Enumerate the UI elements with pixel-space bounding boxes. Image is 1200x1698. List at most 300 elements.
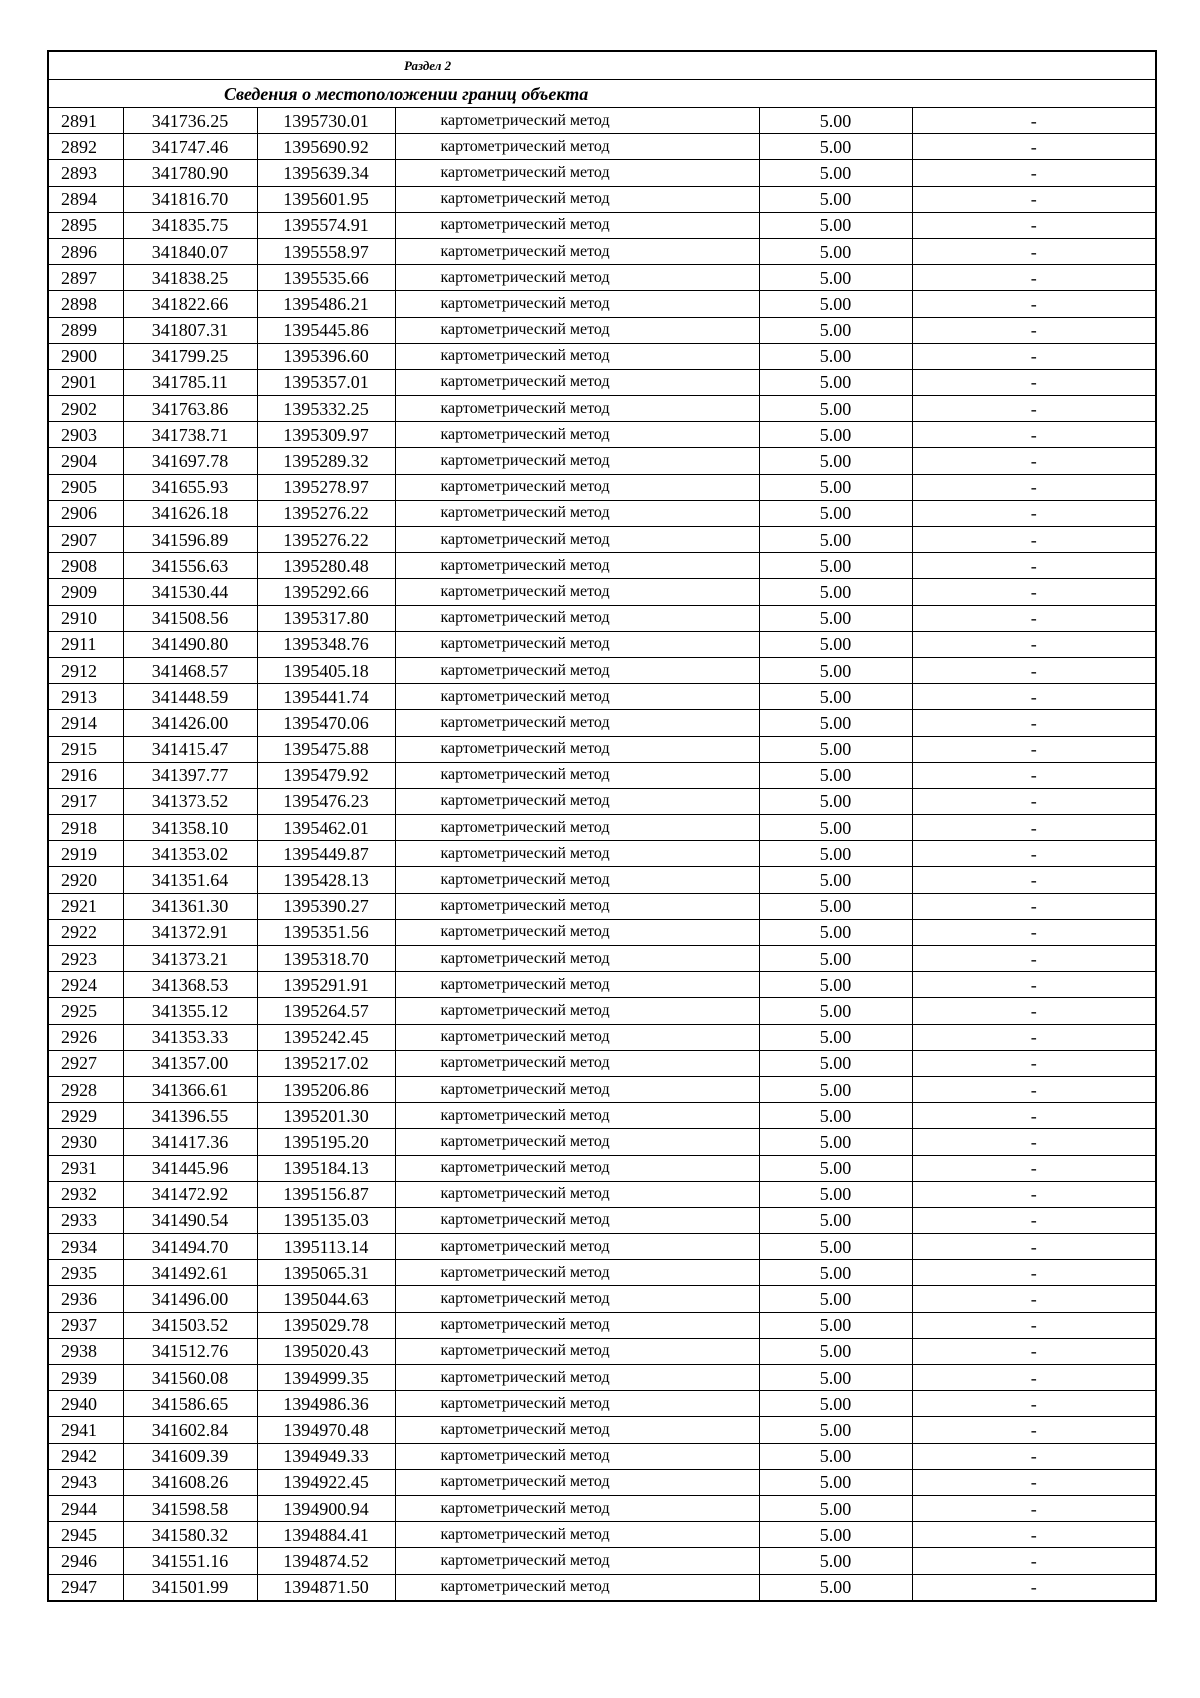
y-coordinate-cell: 1395217.02	[257, 1050, 395, 1076]
y-coordinate-cell: 1395475.88	[257, 736, 395, 762]
point-number-cell: 2894	[48, 186, 123, 212]
description-cell: -	[912, 160, 1156, 186]
accuracy-cell: 5.00	[759, 605, 912, 631]
table-row	[48, 1312, 1156, 1338]
description-cell: -	[912, 212, 1156, 238]
x-coordinate-cell: 341366.61	[123, 1076, 257, 1102]
method-cell: картометрический метод	[395, 762, 759, 788]
x-coordinate-cell: 341353.33	[123, 1024, 257, 1050]
y-coordinate-cell: 1395276.22	[257, 500, 395, 526]
point-number-cell: 2903	[48, 422, 123, 448]
table-row	[48, 134, 1156, 160]
table-title: Сведения о местоположении границ объекта	[48, 80, 1156, 108]
x-coordinate-cell: 341373.52	[123, 788, 257, 814]
point-number-cell: 2947	[48, 1574, 123, 1601]
y-coordinate-cell: 1395428.13	[257, 867, 395, 893]
description-cell: -	[912, 684, 1156, 710]
method-cell: картометрический метод	[395, 553, 759, 579]
method-cell: картометрический метод	[395, 893, 759, 919]
table-row	[48, 1103, 1156, 1129]
x-coordinate-cell: 341807.31	[123, 317, 257, 343]
method-cell: картометрический метод	[395, 1365, 759, 1391]
x-coordinate-cell: 341838.25	[123, 265, 257, 291]
y-coordinate-cell: 1395276.22	[257, 527, 395, 553]
description-cell: -	[912, 1260, 1156, 1286]
method-cell: картометрический метод	[395, 919, 759, 945]
description-cell: -	[912, 1522, 1156, 1548]
table-row	[48, 815, 1156, 841]
point-number-cell: 2909	[48, 579, 123, 605]
method-cell: картометрический метод	[395, 448, 759, 474]
accuracy-cell: 5.00	[759, 841, 912, 867]
accuracy-cell: 5.00	[759, 1391, 912, 1417]
y-coordinate-cell: 1394871.50	[257, 1574, 395, 1601]
table-row	[48, 1443, 1156, 1469]
table-row	[48, 448, 1156, 474]
y-coordinate-cell: 1395441.74	[257, 684, 395, 710]
x-coordinate-cell: 341426.00	[123, 710, 257, 736]
point-number-cell: 2896	[48, 238, 123, 264]
description-cell: -	[912, 946, 1156, 972]
x-coordinate-cell: 341608.26	[123, 1469, 257, 1495]
x-coordinate-cell: 341560.08	[123, 1365, 257, 1391]
point-number-cell: 2946	[48, 1548, 123, 1574]
point-number-cell: 2920	[48, 867, 123, 893]
x-coordinate-cell: 341468.57	[123, 657, 257, 683]
point-number-cell: 2892	[48, 134, 123, 160]
accuracy-cell: 5.00	[759, 500, 912, 526]
point-number-cell: 2910	[48, 605, 123, 631]
description-cell: -	[912, 1129, 1156, 1155]
point-number-cell: 2921	[48, 893, 123, 919]
description-cell: -	[912, 134, 1156, 160]
description-cell: -	[912, 631, 1156, 657]
method-cell: картометрический метод	[395, 1417, 759, 1443]
y-coordinate-cell: 1395405.18	[257, 657, 395, 683]
method-cell: картометрический метод	[395, 212, 759, 238]
point-number-cell: 2899	[48, 317, 123, 343]
method-cell: картометрический метод	[395, 134, 759, 160]
x-coordinate-cell: 341556.63	[123, 553, 257, 579]
x-coordinate-cell: 341596.89	[123, 527, 257, 553]
y-coordinate-cell: 1394999.35	[257, 1365, 395, 1391]
point-number-cell: 2904	[48, 448, 123, 474]
point-number-cell: 2929	[48, 1103, 123, 1129]
table-row	[48, 579, 1156, 605]
point-number-cell: 2916	[48, 762, 123, 788]
method-cell: картометрический метод	[395, 1024, 759, 1050]
description-cell: -	[912, 762, 1156, 788]
y-coordinate-cell: 1394884.41	[257, 1522, 395, 1548]
point-number-cell: 2905	[48, 474, 123, 500]
y-coordinate-cell: 1394949.33	[257, 1443, 395, 1469]
method-cell: картометрический метод	[395, 1495, 759, 1521]
accuracy-cell: 5.00	[759, 422, 912, 448]
y-coordinate-cell: 1395201.30	[257, 1103, 395, 1129]
method-cell: картометрический метод	[395, 422, 759, 448]
description-cell: -	[912, 238, 1156, 264]
point-number-cell: 2927	[48, 1050, 123, 1076]
accuracy-cell: 5.00	[759, 631, 912, 657]
table-row	[48, 1207, 1156, 1233]
y-coordinate-cell: 1395029.78	[257, 1312, 395, 1338]
table-row	[48, 1548, 1156, 1574]
table-row	[48, 1495, 1156, 1521]
description-cell: -	[912, 527, 1156, 553]
x-coordinate-cell: 341501.99	[123, 1574, 257, 1601]
accuracy-cell: 5.00	[759, 212, 912, 238]
table-row	[48, 1286, 1156, 1312]
table-row	[48, 474, 1156, 500]
accuracy-cell: 5.00	[759, 1495, 912, 1521]
method-cell: картометрический метод	[395, 291, 759, 317]
x-coordinate-cell: 341785.11	[123, 369, 257, 395]
y-coordinate-cell: 1395065.31	[257, 1260, 395, 1286]
description-cell: -	[912, 1312, 1156, 1338]
accuracy-cell: 5.00	[759, 684, 912, 710]
point-number-cell: 2915	[48, 736, 123, 762]
table-row	[48, 317, 1156, 343]
y-coordinate-cell: 1395470.06	[257, 710, 395, 736]
description-cell: -	[912, 1207, 1156, 1233]
table-row	[48, 657, 1156, 683]
description-cell: -	[912, 841, 1156, 867]
y-coordinate-cell: 1395291.91	[257, 972, 395, 998]
description-cell: -	[912, 396, 1156, 422]
description-cell: -	[912, 474, 1156, 500]
accuracy-cell: 5.00	[759, 1103, 912, 1129]
x-coordinate-cell: 341448.59	[123, 684, 257, 710]
description-cell: -	[912, 972, 1156, 998]
x-coordinate-cell: 341780.90	[123, 160, 257, 186]
method-cell: картометрический метод	[395, 1155, 759, 1181]
point-number-cell: 2922	[48, 919, 123, 945]
point-number-cell: 2934	[48, 1234, 123, 1260]
accuracy-cell: 5.00	[759, 946, 912, 972]
table-row	[48, 108, 1156, 134]
table-row	[48, 998, 1156, 1024]
point-number-cell: 2906	[48, 500, 123, 526]
x-coordinate-cell: 341492.61	[123, 1260, 257, 1286]
table-row	[48, 160, 1156, 186]
point-number-cell: 2935	[48, 1260, 123, 1286]
table-row	[48, 343, 1156, 369]
accuracy-cell: 5.00	[759, 186, 912, 212]
point-number-cell: 2943	[48, 1469, 123, 1495]
table-row	[48, 1522, 1156, 1548]
table-row	[48, 212, 1156, 238]
description-cell: -	[912, 343, 1156, 369]
y-coordinate-cell: 1395184.13	[257, 1155, 395, 1181]
x-coordinate-cell: 341490.80	[123, 631, 257, 657]
point-number-cell: 2898	[48, 291, 123, 317]
table-row	[48, 527, 1156, 553]
table-row	[48, 1260, 1156, 1286]
description-cell: -	[912, 1050, 1156, 1076]
description-cell: -	[912, 1024, 1156, 1050]
table-row	[48, 867, 1156, 893]
description-cell: -	[912, 108, 1156, 134]
point-number-cell: 2900	[48, 343, 123, 369]
accuracy-cell: 5.00	[759, 867, 912, 893]
accuracy-cell: 5.00	[759, 1312, 912, 1338]
section-label: Раздел 2	[48, 51, 1156, 80]
y-coordinate-cell: 1395113.14	[257, 1234, 395, 1260]
table-row	[48, 1076, 1156, 1102]
accuracy-cell: 5.00	[759, 1469, 912, 1495]
description-cell: -	[912, 1103, 1156, 1129]
accuracy-cell: 5.00	[759, 710, 912, 736]
point-number-cell: 2917	[48, 788, 123, 814]
x-coordinate-cell: 341840.07	[123, 238, 257, 264]
x-coordinate-cell: 341835.75	[123, 212, 257, 238]
table-row	[48, 553, 1156, 579]
point-number-cell: 2907	[48, 527, 123, 553]
x-coordinate-cell: 341490.54	[123, 1207, 257, 1233]
x-coordinate-cell: 341361.30	[123, 893, 257, 919]
description-cell: -	[912, 422, 1156, 448]
point-number-cell: 2937	[48, 1312, 123, 1338]
method-cell: картометрический метод	[395, 1207, 759, 1233]
y-coordinate-cell: 1394922.45	[257, 1469, 395, 1495]
x-coordinate-cell: 341530.44	[123, 579, 257, 605]
y-coordinate-cell: 1395449.87	[257, 841, 395, 867]
method-cell: картометрический метод	[395, 1076, 759, 1102]
accuracy-cell: 5.00	[759, 369, 912, 395]
y-coordinate-cell: 1395044.63	[257, 1286, 395, 1312]
table-row	[48, 605, 1156, 631]
table-row	[48, 631, 1156, 657]
y-coordinate-cell: 1394970.48	[257, 1417, 395, 1443]
point-number-cell: 2945	[48, 1522, 123, 1548]
point-number-cell: 2923	[48, 946, 123, 972]
table-row	[48, 422, 1156, 448]
table-row	[48, 684, 1156, 710]
method-cell: картометрический метод	[395, 500, 759, 526]
table-row	[48, 762, 1156, 788]
accuracy-cell: 5.00	[759, 1548, 912, 1574]
table-row	[48, 291, 1156, 317]
method-cell: картометрический метод	[395, 238, 759, 264]
description-cell: -	[912, 369, 1156, 395]
table-row	[48, 841, 1156, 867]
accuracy-cell: 5.00	[759, 762, 912, 788]
method-cell: картометрический метод	[395, 108, 759, 134]
y-coordinate-cell: 1395690.92	[257, 134, 395, 160]
method-cell: картометрический метод	[395, 788, 759, 814]
y-coordinate-cell: 1394986.36	[257, 1391, 395, 1417]
point-number-cell: 2926	[48, 1024, 123, 1050]
description-cell: -	[912, 736, 1156, 762]
method-cell: картометрический метод	[395, 1312, 759, 1338]
accuracy-cell: 5.00	[759, 448, 912, 474]
x-coordinate-cell: 341816.70	[123, 186, 257, 212]
point-number-cell: 2913	[48, 684, 123, 710]
point-number-cell: 2897	[48, 265, 123, 291]
table-row	[48, 1024, 1156, 1050]
method-cell: картометрический метод	[395, 1286, 759, 1312]
y-coordinate-cell: 1395390.27	[257, 893, 395, 919]
description-cell: -	[912, 657, 1156, 683]
description-cell: -	[912, 265, 1156, 291]
table-row	[48, 972, 1156, 998]
accuracy-cell: 5.00	[759, 396, 912, 422]
table-row	[48, 1050, 1156, 1076]
point-number-cell: 2942	[48, 1443, 123, 1469]
x-coordinate-cell: 341357.00	[123, 1050, 257, 1076]
accuracy-cell: 5.00	[759, 1155, 912, 1181]
table-row	[48, 1574, 1156, 1601]
table-row	[48, 186, 1156, 212]
description-cell: -	[912, 919, 1156, 945]
point-number-cell: 2931	[48, 1155, 123, 1181]
method-cell: картометрический метод	[395, 1050, 759, 1076]
description-cell: -	[912, 788, 1156, 814]
accuracy-cell: 5.00	[759, 553, 912, 579]
y-coordinate-cell: 1395332.25	[257, 396, 395, 422]
y-coordinate-cell: 1395396.60	[257, 343, 395, 369]
method-cell: картометрический метод	[395, 841, 759, 867]
method-cell: картометрический метод	[395, 998, 759, 1024]
method-cell: картометрический метод	[395, 631, 759, 657]
accuracy-cell: 5.00	[759, 1286, 912, 1312]
accuracy-cell: 5.00	[759, 579, 912, 605]
x-coordinate-cell: 341655.93	[123, 474, 257, 500]
method-cell: картометрический метод	[395, 396, 759, 422]
description-cell: -	[912, 893, 1156, 919]
x-coordinate-cell: 341626.18	[123, 500, 257, 526]
description-cell: -	[912, 1443, 1156, 1469]
method-cell: картометрический метод	[395, 527, 759, 553]
table-row	[48, 1365, 1156, 1391]
accuracy-cell: 5.00	[759, 1522, 912, 1548]
x-coordinate-cell: 341417.36	[123, 1129, 257, 1155]
x-coordinate-cell: 341397.77	[123, 762, 257, 788]
x-coordinate-cell: 341763.86	[123, 396, 257, 422]
x-coordinate-cell: 341353.02	[123, 841, 257, 867]
accuracy-cell: 5.00	[759, 1443, 912, 1469]
y-coordinate-cell: 1395292.66	[257, 579, 395, 605]
accuracy-cell: 5.00	[759, 474, 912, 500]
accuracy-cell: 5.00	[759, 1338, 912, 1364]
method-cell: картометрический метод	[395, 1548, 759, 1574]
y-coordinate-cell: 1395351.56	[257, 919, 395, 945]
description-cell: -	[912, 1365, 1156, 1391]
table-row	[48, 396, 1156, 422]
point-number-cell: 2941	[48, 1417, 123, 1443]
title-header-row	[48, 80, 1156, 108]
point-number-cell: 2938	[48, 1338, 123, 1364]
y-coordinate-cell: 1395639.34	[257, 160, 395, 186]
table-row	[48, 1234, 1156, 1260]
description-cell: -	[912, 1286, 1156, 1312]
table-row	[48, 1155, 1156, 1181]
y-coordinate-cell: 1395195.20	[257, 1129, 395, 1155]
method-cell: картометрический метод	[395, 657, 759, 683]
description-cell: -	[912, 1417, 1156, 1443]
method-cell: картометрический метод	[395, 1260, 759, 1286]
point-number-cell: 2933	[48, 1207, 123, 1233]
accuracy-cell: 5.00	[759, 815, 912, 841]
point-number-cell: 2932	[48, 1181, 123, 1207]
y-coordinate-cell: 1395278.97	[257, 474, 395, 500]
point-number-cell: 2936	[48, 1286, 123, 1312]
description-cell: -	[912, 1391, 1156, 1417]
method-cell: картометрический метод	[395, 605, 759, 631]
y-coordinate-cell: 1395348.76	[257, 631, 395, 657]
point-number-cell: 2924	[48, 972, 123, 998]
accuracy-cell: 5.00	[759, 893, 912, 919]
accuracy-cell: 5.00	[759, 1365, 912, 1391]
accuracy-cell: 5.00	[759, 238, 912, 264]
x-coordinate-cell: 341747.46	[123, 134, 257, 160]
table-row	[48, 1338, 1156, 1364]
table-row	[48, 1391, 1156, 1417]
x-coordinate-cell: 341799.25	[123, 343, 257, 369]
boundary-coordinates-table	[47, 50, 1157, 1602]
accuracy-cell: 5.00	[759, 1260, 912, 1286]
accuracy-cell: 5.00	[759, 1417, 912, 1443]
y-coordinate-cell: 1395462.01	[257, 815, 395, 841]
y-coordinate-cell: 1395206.86	[257, 1076, 395, 1102]
point-number-cell: 2918	[48, 815, 123, 841]
method-cell: картометрический метод	[395, 946, 759, 972]
method-cell: картометрический метод	[395, 1103, 759, 1129]
description-cell: -	[912, 710, 1156, 736]
method-cell: картометрический метод	[395, 1391, 759, 1417]
point-number-cell: 2891	[48, 108, 123, 134]
accuracy-cell: 5.00	[759, 657, 912, 683]
x-coordinate-cell: 341396.55	[123, 1103, 257, 1129]
description-cell: -	[912, 448, 1156, 474]
x-coordinate-cell: 341372.91	[123, 919, 257, 945]
point-number-cell: 2893	[48, 160, 123, 186]
accuracy-cell: 5.00	[759, 1234, 912, 1260]
point-number-cell: 2912	[48, 657, 123, 683]
point-number-cell: 2914	[48, 710, 123, 736]
y-coordinate-cell: 1395309.97	[257, 422, 395, 448]
method-cell: картометрический метод	[395, 1129, 759, 1155]
accuracy-cell: 5.00	[759, 265, 912, 291]
x-coordinate-cell: 341496.00	[123, 1286, 257, 1312]
accuracy-cell: 5.00	[759, 1050, 912, 1076]
y-coordinate-cell: 1395535.66	[257, 265, 395, 291]
y-coordinate-cell: 1395242.45	[257, 1024, 395, 1050]
x-coordinate-cell: 341373.21	[123, 946, 257, 972]
point-number-cell: 2901	[48, 369, 123, 395]
table-row	[48, 893, 1156, 919]
y-coordinate-cell: 1395289.32	[257, 448, 395, 474]
x-coordinate-cell: 341472.92	[123, 1181, 257, 1207]
x-coordinate-cell: 341736.25	[123, 108, 257, 134]
y-coordinate-cell: 1395264.57	[257, 998, 395, 1024]
table-row	[48, 946, 1156, 972]
x-coordinate-cell: 341822.66	[123, 291, 257, 317]
accuracy-cell: 5.00	[759, 972, 912, 998]
description-cell: -	[912, 553, 1156, 579]
y-coordinate-cell: 1395730.01	[257, 108, 395, 134]
y-coordinate-cell: 1395476.23	[257, 788, 395, 814]
description-cell: -	[912, 1338, 1156, 1364]
point-number-cell: 2944	[48, 1495, 123, 1521]
accuracy-cell: 5.00	[759, 1207, 912, 1233]
y-coordinate-cell: 1394900.94	[257, 1495, 395, 1521]
point-number-cell: 2939	[48, 1365, 123, 1391]
description-cell: -	[912, 1076, 1156, 1102]
accuracy-cell: 5.00	[759, 788, 912, 814]
description-cell: -	[912, 1234, 1156, 1260]
point-number-cell: 2902	[48, 396, 123, 422]
